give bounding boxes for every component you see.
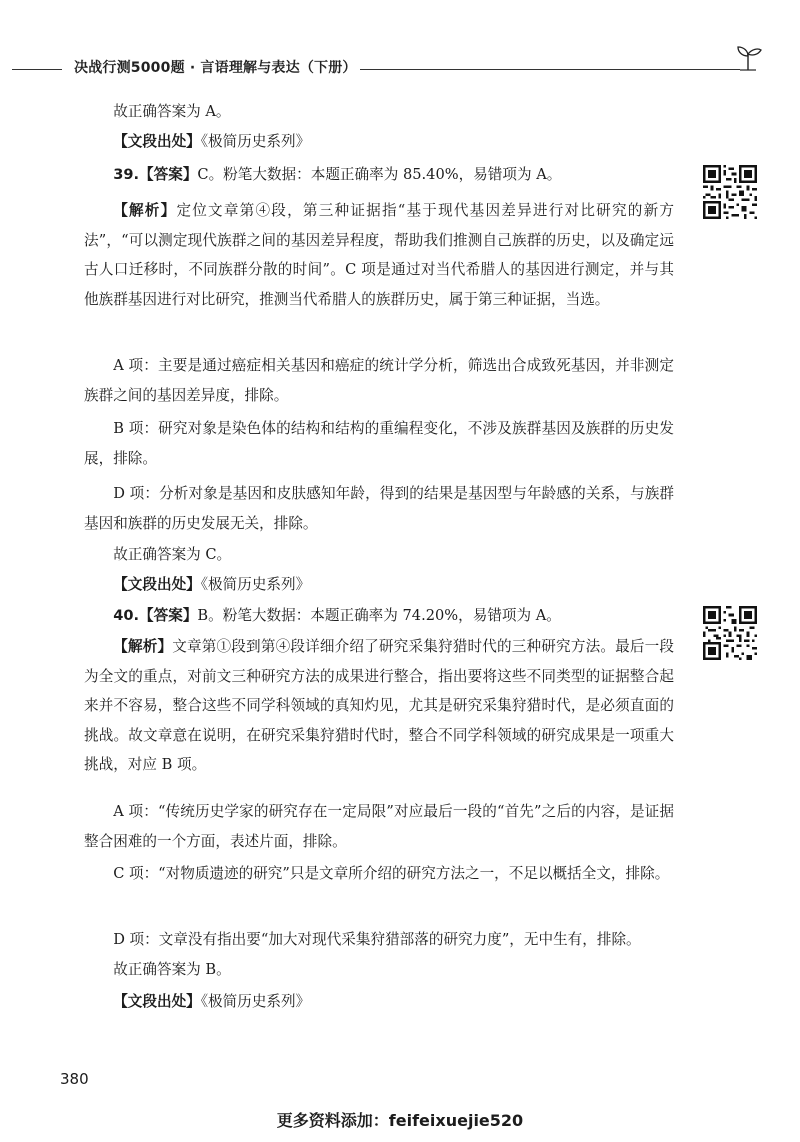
option-b-39: B 项：研究对象是染色体的结构和结构的重编程变化，不涉及族群基因及族群的历史发展，排除。 bbox=[84, 420, 674, 467]
option-d-39: D 项：分析对象是基因和皮肤感知年龄，得到的结果是基因型与年龄感的关系，与族群基因和族群的历史发展无关，排除。 bbox=[84, 485, 674, 532]
header-rule-right bbox=[360, 69, 740, 70]
sprout-icon bbox=[730, 40, 766, 76]
analysis-40: 【解析】文章第①段到第④段详细介绍了研究采集狩猎时代的三种研究方法。最后一段为全文的重点，对前文三种研究方法的成果进行整合，指出要将这些不同类型的证据整合起来并不容易，整合这些不同学科领域的真知灼见，尤其是研究采集狩猎时代，是必须直面的挑战。故文章意在说明，在研究采集狩猎时代时，整合不同学科领域的研究成果是一项重大挑战，对应 B 项。 bbox=[84, 638, 674, 773]
answer-40: 40.【答案】B。粉笔大数据：本题正确率为 74.20%，易错项为 A。 bbox=[113, 607, 561, 624]
source-line: 【文段出处】《极简历史系列》 bbox=[113, 576, 311, 593]
page-number: 380 bbox=[60, 1070, 89, 1088]
option-a-40: A 项：“传统历史学家的研究存在一定局限”对应最后一段的“首先”之后的内容，是证据整合困难的一个方面，表述片面，排除。 bbox=[84, 803, 674, 850]
option-a-39: A 项：主要是通过癌症相关基因和癌症的统计学分析，筛选出合成致死基因，并非测定族群之间的基因差异度，排除。 bbox=[84, 357, 674, 404]
book-title: 决战行测5000题 · 言语理解与表达（下册） bbox=[74, 60, 357, 76]
option-d-40: D 项：文章没有指出要“加大对现代采集狩猎部落的研究力度”，无中生有，排除。 bbox=[113, 931, 641, 948]
qr-code-icon[interactable] bbox=[703, 165, 757, 219]
answer-line: 故正确答案为 A。 bbox=[113, 103, 231, 120]
source-line: 【文段出处】《极简历史系列》 bbox=[113, 133, 311, 150]
option-c-40: C 项：“对物质遗迹的研究”只是文章所介绍的研究方法之一，不足以概括全文，排除。 bbox=[113, 865, 670, 882]
header-rule-left bbox=[12, 69, 62, 70]
footer-contact: 更多资料添加：feifeixuejie520 bbox=[276, 1111, 524, 1130]
answer-line: 故正确答案为 C。 bbox=[113, 546, 232, 563]
running-header bbox=[0, 40, 800, 80]
analysis-39: 【解析】定位文章第④段，第三种证据指“基于现代基因差异进行对比研究的新方法”，“可以测定现代族群之间的基因差异程度，帮助我们推测自己族群的历史，以及确定远古人口迁移时，不同族群分散的时间”。C 项是通过对当代希腊人的基因进行测定，并与其他族群基因进行对比研究，推测当代希腊人的族群历史，属于第三种证据，当选。 bbox=[84, 202, 674, 308]
answer-39: 39.【答案】C。粉笔大数据：本题正确率为 85.40%，易错项为 A。 bbox=[113, 166, 562, 183]
answer-line: 故正确答案为 B。 bbox=[113, 961, 231, 978]
source-line: 【文段出处】《极简历史系列》 bbox=[113, 993, 311, 1010]
qr-code-icon[interactable] bbox=[703, 606, 757, 660]
